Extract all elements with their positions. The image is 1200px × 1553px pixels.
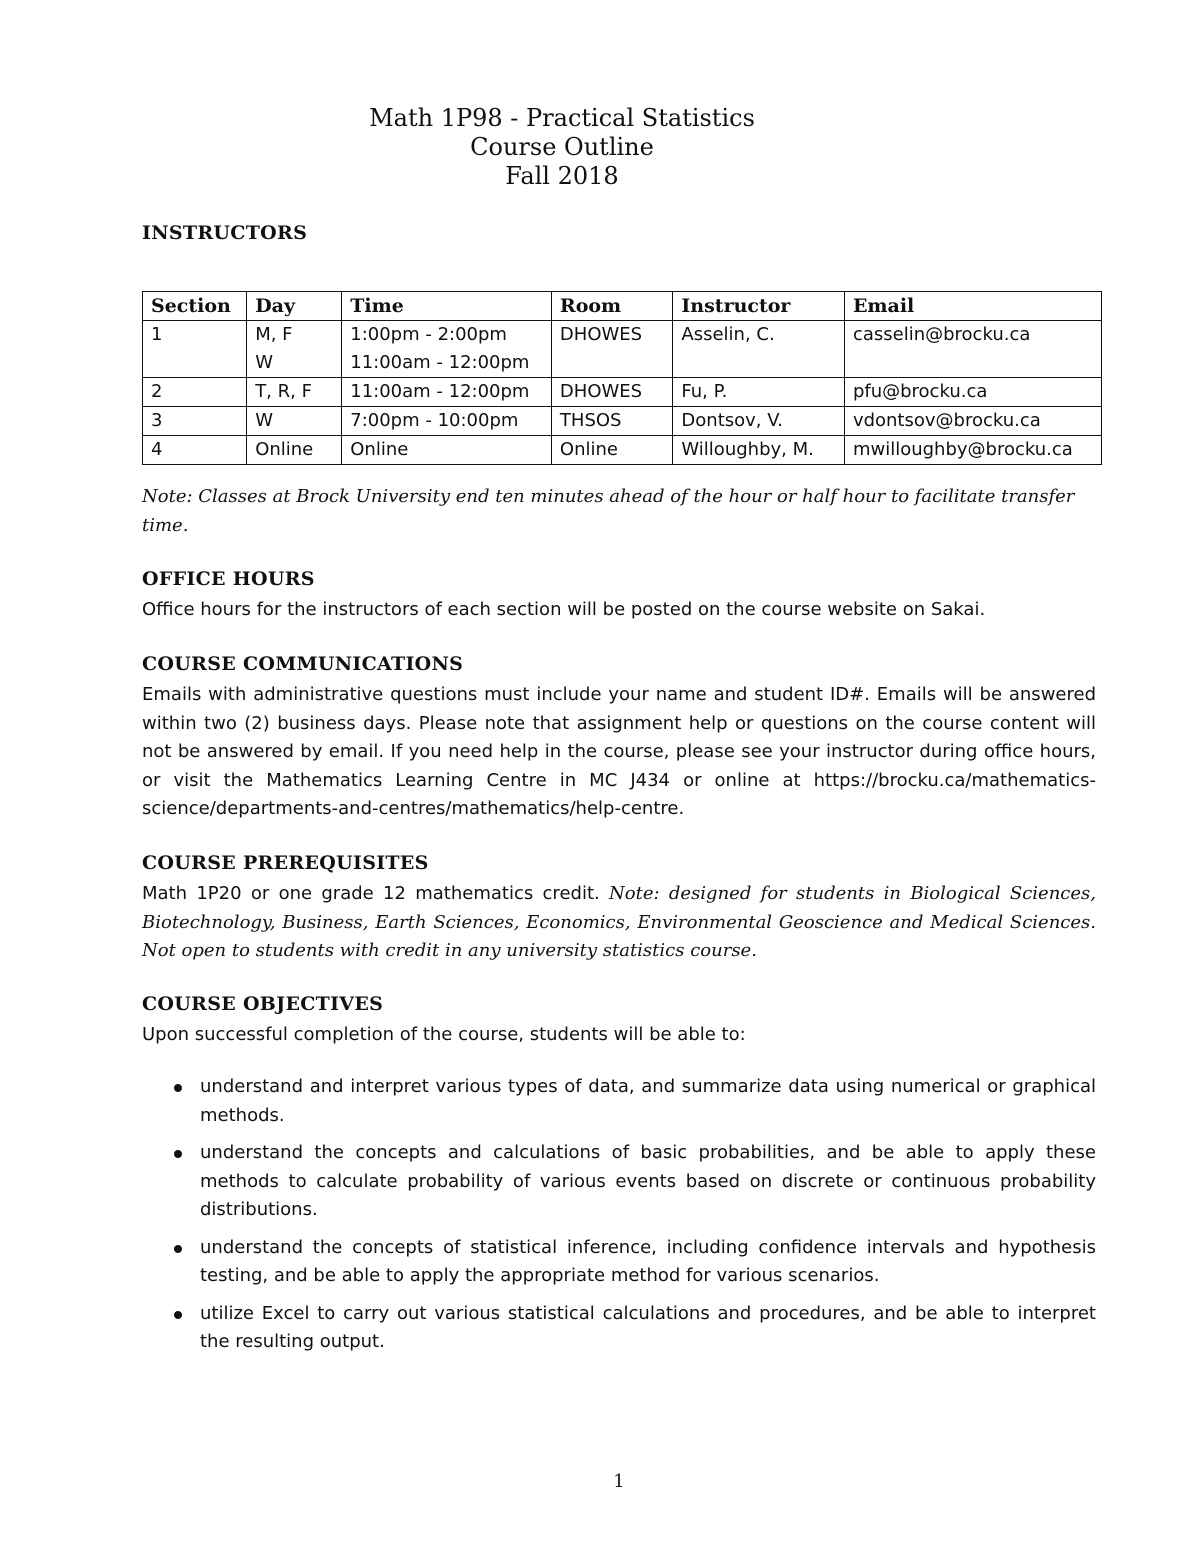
class-timing-note: Note: Classes at Brock University end ten minutes ahead of the hour or half hour to facilitate transfer time. (142, 486, 1075, 536)
col-header-instructor: Instructor (673, 292, 845, 321)
page-number: 1 (613, 1471, 625, 1492)
room-cell: Online (551, 436, 672, 465)
communications-text: Emails with administrative questions must include your name and student ID#. Emails will be answered within two (2) business days. Please note that assignment help or questions on the course content will not be answered by email. If you need help in the course, please see your instructor during office hours, or visit the Mathematics Learning Centre in MC J434 or online at https://brocku.ca/mathematics-science/departments-and-centres/mathematics/help-centre. (142, 684, 1096, 819)
day-cell: M, F (247, 321, 342, 350)
room-cell: THSOS (551, 407, 672, 436)
col-header-section: Section (143, 292, 247, 321)
email-cell: pfu@brocku.ca (844, 378, 1101, 407)
email-cell-empty (844, 349, 1101, 378)
room-cell-empty (551, 349, 672, 378)
list-item (142, 1139, 1096, 1225)
instructor-cell: Fu, P. (673, 378, 845, 407)
objective-text: understand the concepts of statistical inference, including confidence intervals and hypothesis testing, and be able to apply the appropriate method for various scenarios. (200, 1236, 1096, 1286)
table-row (143, 321, 1102, 350)
list-item (142, 1234, 1096, 1291)
instructor-cell: Asselin, C. (673, 321, 845, 350)
section-cell-empty (143, 349, 247, 378)
table-row (143, 407, 1102, 436)
section-cell: 4 (143, 436, 247, 465)
instructor-cell: Willoughby, M. (673, 436, 845, 465)
list-item (142, 1300, 1096, 1357)
table-row-continued (143, 349, 1102, 378)
course-title: Math 1P98 - Practical Statistics (369, 104, 755, 132)
table-header-row (143, 292, 1102, 321)
instructor-cell: Dontsov, V. (673, 407, 845, 436)
bullet-icon (174, 1245, 182, 1253)
time-cell: 1:00pm - 2:00pm (342, 321, 552, 350)
email-cell: mwilloughby@brocku.ca (844, 436, 1101, 465)
instructor-cell-empty (673, 349, 845, 378)
objective-text: understand and interpret various types of data, and summarize data using numerical or graphical methods. (200, 1076, 1096, 1126)
section-cell: 1 (143, 321, 247, 350)
time-cell: 11:00am - 12:00pm (342, 378, 552, 407)
objectives-intro: Upon successful completion of the course, students will be able to: (142, 1024, 746, 1045)
day-cell: W (247, 407, 342, 436)
list-item (142, 1073, 1096, 1130)
bullet-icon (174, 1311, 182, 1319)
objectives-heading: COURSE OBJECTIVES (142, 993, 384, 1015)
prerequisites-note: Note: designed for students in Biological Sciences, Biotechnology, Business, Earth Sciences, Economics, Environmental Geoscience and Medical Sciences. Not open to students with credit in any university statistics course. (142, 883, 1096, 961)
col-header-time: Time (342, 292, 552, 321)
prerequisites-requirement: Math 1P20 or one grade 12 mathematics credit. (142, 883, 600, 904)
section-cell: 2 (143, 378, 247, 407)
time-cell: 11:00am - 12:00pm (342, 349, 552, 378)
document-page (142, 0, 1102, 1553)
prerequisites-text (142, 880, 1096, 966)
room-cell: DHOWES (551, 321, 672, 350)
prerequisites-heading: COURSE PREREQUISITES (142, 852, 429, 874)
bullet-icon (174, 1150, 182, 1158)
col-header-email: Email (844, 292, 1101, 321)
table-row (143, 436, 1102, 465)
communications-heading: COURSE COMMUNICATIONS (142, 653, 464, 675)
day-cell: W (247, 349, 342, 378)
room-cell: DHOWES (551, 378, 672, 407)
email-cell: casselin@brocku.ca (844, 321, 1101, 350)
day-cell: Online (247, 436, 342, 465)
term: Fall 2018 (505, 162, 619, 190)
instructors-heading: INSTRUCTORS (142, 222, 308, 244)
col-header-day: Day (247, 292, 342, 321)
objective-text: utilize Excel to carry out various statistical calculations and procedures, and be able to interpret the resulting output. (200, 1302, 1096, 1352)
objective-text: understand the concepts and calculations of basic probabilities, and be able to apply these methods to calculate probability of various events based on discrete or continuous probability distributions. (200, 1142, 1096, 1220)
document-title (142, 104, 982, 191)
objectives-list (142, 1073, 1096, 1366)
office-hours-text: Office hours for the instructors of each section will be posted on the course website on Sakai. (142, 599, 986, 620)
day-cell: T, R, F (247, 378, 342, 407)
table-row (143, 378, 1102, 407)
office-hours-heading: OFFICE HOURS (142, 568, 315, 590)
bullet-icon (174, 1084, 182, 1092)
instructors-table (142, 291, 1102, 465)
email-cell: vdontsov@brocku.ca (844, 407, 1101, 436)
section-cell: 3 (143, 407, 247, 436)
document-type: Course Outline (470, 133, 654, 161)
col-header-room: Room (551, 292, 672, 321)
time-cell: 7:00pm - 10:00pm (342, 407, 552, 436)
time-cell: Online (342, 436, 552, 465)
